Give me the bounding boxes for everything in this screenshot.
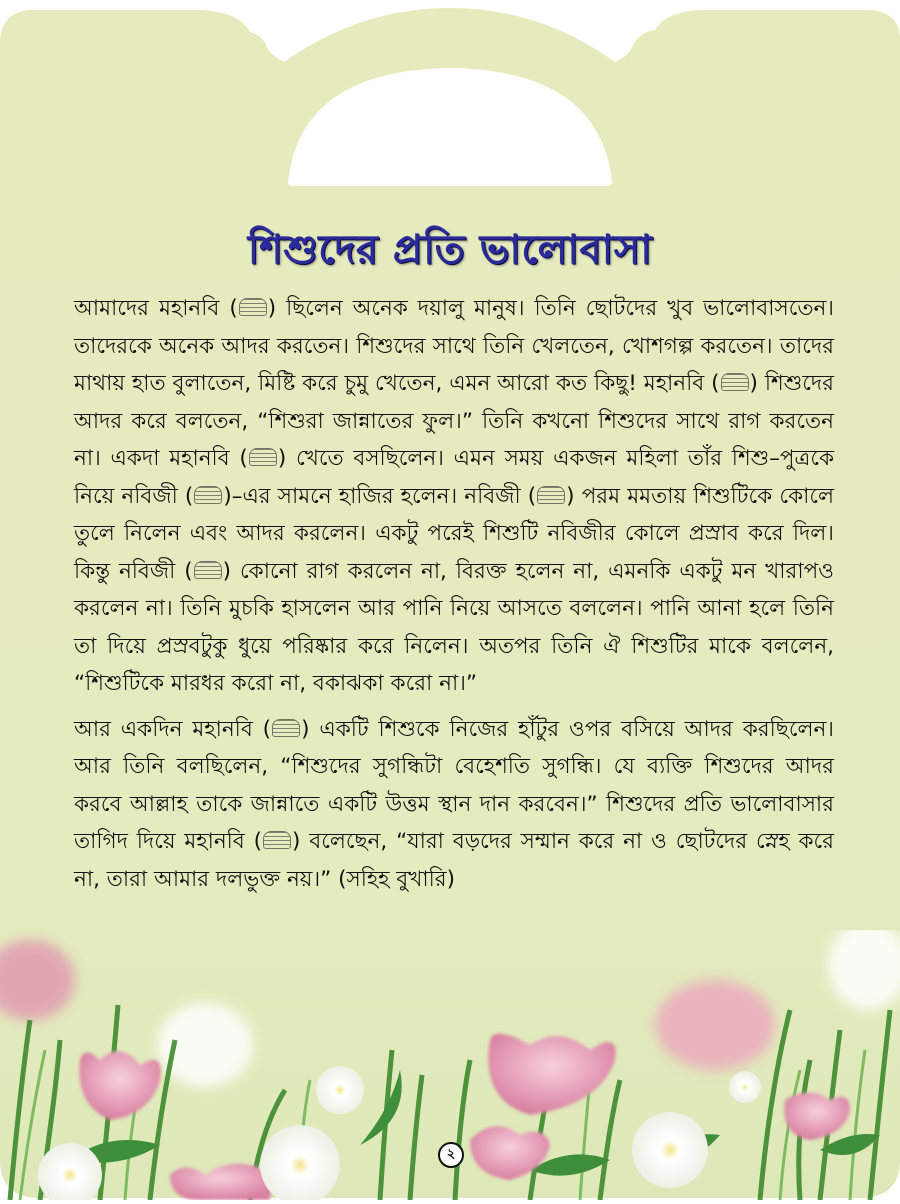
salawat-calligraphy-icon	[249, 448, 277, 466]
text-segment: ) বলেছেন, “যারা বড়দের সম্মান করে না ও ছোটদের স্নেহ করে না, তারা আমার দলভুক্ত নয়।” (সহিহ বুখারি)	[74, 829, 834, 892]
salawat-calligraphy-icon	[537, 486, 565, 504]
salawat-calligraphy-icon	[263, 831, 291, 849]
text-segment: ) খেতে বসছিলেন। এমন সময় একজন মহিলা তাঁর শিশু–পুত্রকে নিয়ে নবিজী (	[74, 446, 834, 509]
paragraph-1	[74, 290, 834, 703]
salawat-calligraphy-icon	[194, 486, 222, 504]
text-segment: ) শিশুদের আদর করে বলতেন, “শিশুরা জান্নাতের ফুল।” তিনি কখনো শিশুদের সাথে রাগ করতেন না। একদা মহানবি (	[74, 371, 834, 471]
text-segment: আর একদিন মহানবি (	[74, 716, 272, 742]
text-segment: )–এর সামনে হাজির হলেন। নবিজী (	[223, 483, 537, 509]
page-title: শিশুদের প্রতি ভালোবাসা	[247, 227, 653, 273]
text-segment: ) কোনো রাগ করলেন না, বিরক্ত হলেন না, এমনকি একটু মন খারাপও করলেন না। তিনি মুচকি হাসলেন আর পানি নিয়ে আসতে বললেন। পানি আনা হলে তিনি তা দিয়ে প্রস্রবটুকু ধুয়ে পরিষ্কার করে নিলেন। অতপর তিনি ঐ শিশুটির মাকে বললেন, “শিশুটিকে মারধর করো না, বকাঝকা করো না।”	[74, 558, 835, 696]
salawat-calligraphy-icon	[721, 373, 749, 391]
paragraph-2	[74, 711, 834, 899]
salawat-calligraphy-icon	[194, 561, 222, 579]
page-number: ২	[438, 1142, 464, 1168]
text-segment: ) একটি শিশুকে নিজের হাঁটুর ওপর বসিয়ে আদর করছিলেন। আর তিনি বলছিলেন, “শিশুদের সুগন্ধিটা বেহেশতি সুগন্ধি। যে ব্যক্তি শিশুদের আদর করবে আল্লাহ তাকে জান্নাতে একটি উত্তম স্থান দান করবেন।” শিশুদের প্রতি ভালোবাসার তাগিদ দিয়ে মহানবি (	[74, 716, 834, 854]
text-segment: আমাদের মহানবি (	[74, 296, 238, 321]
salawat-calligraphy-icon	[239, 298, 267, 316]
salawat-calligraphy-icon	[272, 719, 300, 737]
text-segment: ) পরম মমতায় শিশুটিকে কোলে তুলে নিলেন এবং আদর করলেন। একটু পরেই শিশুটি নবিজীর কোলে প্রস্রাব করে দিল। কিন্তু নবিজী (	[74, 483, 834, 584]
text-segment: ) ছিলেন অনেক দয়ালু মানুষ। তিনি ছোটদের খুব ভালোবাসতেন। তাদেরকে অনেক আদর করতেন। শিশুদের সাথে তিনি খেলতেন, খোশগল্প করতেন। তাদের মাথায় হাত বুলাতেন, মিষ্টি করে চুমু খেতেন, এমন আরো কত কিছু! মহানবি (	[74, 296, 834, 396]
story-text	[74, 290, 834, 906]
